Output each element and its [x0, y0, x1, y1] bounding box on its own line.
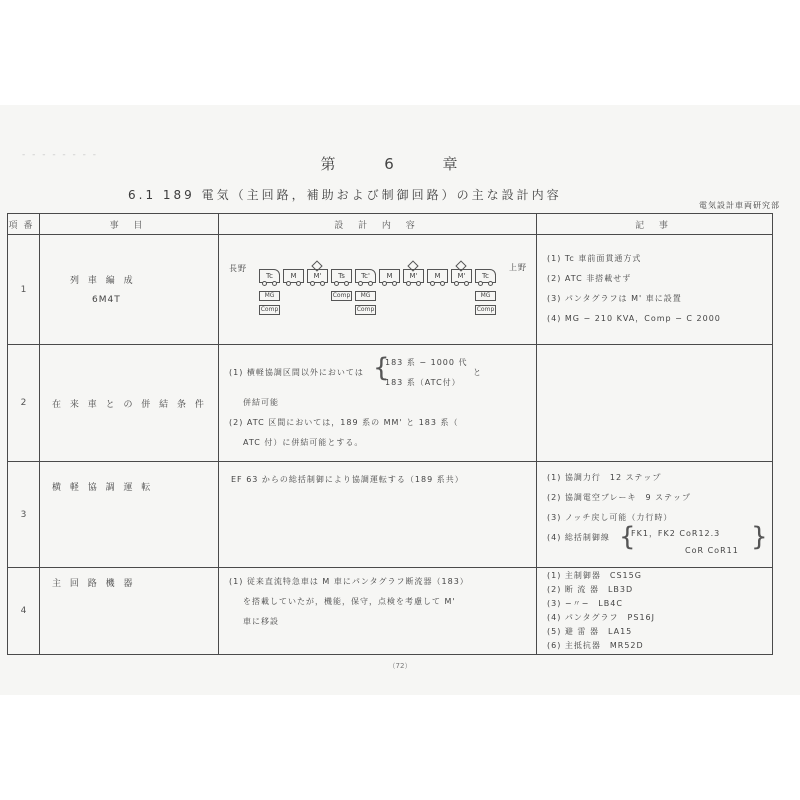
note-line: (4) MG − 210 KVA，Comp − C 2000 [547, 314, 721, 323]
wheel-icon [334, 281, 339, 286]
row-number: 2 [8, 345, 40, 462]
wheel-icon [488, 281, 493, 286]
wheel-icon [464, 281, 469, 286]
header-no: 項番 [8, 214, 40, 235]
note-line: (4) 総括制御線 [547, 533, 610, 542]
content-line: 車に移設 [243, 617, 279, 626]
car-m: M [427, 269, 448, 283]
note-line: (3) パンタグラフは M' 車に設置 [547, 294, 682, 303]
header-notes: 記 事 [537, 214, 773, 235]
note-line: (4) パンタグラフ PS16J [547, 613, 655, 622]
department-label: 電気設計車両研究部 [699, 201, 780, 210]
content-cell [219, 462, 537, 568]
car-tc: Tc [259, 269, 280, 283]
chapter-title: 第 6 章 [320, 155, 480, 173]
table-row [8, 235, 773, 345]
brace-icon: { [619, 522, 636, 552]
wheel-icon [358, 281, 363, 286]
equipment-mg: MG [355, 291, 376, 301]
content-line: を搭載していたが，機能，保守，点検を考慮して M' [243, 597, 456, 606]
item-cell [40, 462, 219, 568]
item-name: 横 軽 協 調 運 転 [52, 483, 154, 493]
item-name: 在 来 車 と の 併 結 条 件 [40, 345, 219, 462]
note-line: CoR CoR11 [685, 546, 739, 555]
wheel-icon [406, 281, 411, 286]
wheel-icon [368, 281, 373, 286]
equipment-mg: MG [475, 291, 496, 301]
notes-cell-empty [537, 345, 773, 462]
header-content: 設 計 内 容 [219, 214, 537, 235]
note-line: (6) 主抵抗器 MR52D [547, 641, 644, 650]
table-row [8, 462, 773, 568]
page-number: （72） [388, 662, 412, 670]
item-cell [40, 235, 219, 345]
item-name: 主 回 路 機 器 [52, 579, 136, 589]
car-m-prime: M' [307, 269, 328, 283]
wheel-icon [382, 281, 387, 286]
note-line: (5) 避 雷 器 LA15 [547, 627, 633, 636]
consist-left-label: 長野 [229, 264, 247, 273]
equipment-comp: Comp [260, 306, 279, 313]
notes-cell [537, 462, 773, 568]
content-line: (2) ATC 区間においては，189 系の MM' と 183 系（ [229, 418, 459, 427]
row-number: 1 [8, 235, 40, 345]
wheel-icon [286, 281, 291, 286]
wheel-icon [416, 281, 421, 286]
car-tc: Tc [475, 269, 496, 283]
item-cell [40, 568, 219, 655]
content-cell [219, 568, 537, 655]
content-line: (1) 横軽協調区間以外においては [229, 368, 364, 377]
consist-right-label: 上野 [509, 263, 527, 272]
item-sub: 6M4T [92, 295, 121, 305]
car-m: M [379, 269, 400, 283]
table-row [8, 345, 773, 462]
wheel-icon [296, 281, 301, 286]
design-table [7, 213, 773, 655]
section-title: 6.1 189 電気（主回路，補助および制御回路）の主な設計内容 [128, 188, 562, 202]
content-line: 183 系 − 1000 代 [385, 358, 468, 367]
row-number: 3 [8, 462, 40, 568]
wheel-icon [430, 281, 435, 286]
wheel-icon [310, 281, 315, 286]
equipment-comp: Comp [332, 292, 351, 299]
equipment-mg: MG [259, 291, 280, 301]
notes-cell [537, 235, 773, 345]
car-m-prime: M' [403, 269, 424, 283]
row-number: 4 [8, 568, 40, 655]
note-line: (3) −〃− LB4C [547, 599, 623, 608]
note-line: FK1，FK2 CoR12.3 [631, 529, 721, 538]
content-line: ATC 付）に併結可能とする。 [243, 438, 364, 447]
brace-close-icon: } [751, 522, 768, 552]
content-line: 183 系（ATC付） [385, 378, 461, 387]
note-line: (2) ATC 非搭載せず [547, 274, 632, 283]
wheel-icon [320, 281, 325, 286]
car-ts: Ts [331, 269, 352, 283]
header-item: 事 目 [40, 214, 219, 235]
note-line: (1) 主制御器 CS15G [547, 571, 642, 580]
item-name: 列 車 編 成 [70, 276, 136, 286]
car-m-prime: M' [451, 269, 472, 283]
wheel-icon [440, 281, 445, 286]
wheel-icon [262, 281, 267, 286]
equipment-comp: Comp [356, 306, 375, 313]
note-line: (1) 協調力行 12 ステップ [547, 473, 662, 482]
note-line: (1) Tc 車前面貫通方式 [547, 254, 642, 263]
wheel-icon [272, 281, 277, 286]
car-tc-prime: Tc' [355, 269, 376, 283]
note-line: (2) 協調電空ブレーキ 9 ステップ [547, 493, 692, 502]
equipment-comp: Comp [476, 306, 495, 313]
notes-cell [537, 568, 773, 655]
content-line: と [473, 368, 482, 377]
brace-icon: { [373, 353, 390, 383]
content-line: (1) 従来直流特急車は M 車にパンタグラフ断流器（183） [229, 577, 469, 586]
wheel-icon [454, 281, 459, 286]
faint-stamp-text: - - - - - - - - [22, 150, 99, 160]
wheel-icon [392, 281, 397, 286]
content-line: EF 63 からの総括制御により協調運転する（189 系共） [231, 475, 464, 484]
car-m: M [283, 269, 304, 283]
content-cell [219, 235, 537, 345]
wheel-icon [344, 281, 349, 286]
note-line: (2) 断 流 器 LB3D [547, 585, 634, 594]
table-row [8, 568, 773, 655]
wheel-icon [478, 281, 483, 286]
content-line: 併結可能 [243, 398, 279, 407]
content-cell [219, 345, 537, 462]
note-line: (3) ノッチ戻し可能（力行時） [547, 513, 673, 522]
table-header-row [8, 214, 773, 235]
train-consist-diagram [259, 269, 499, 339]
